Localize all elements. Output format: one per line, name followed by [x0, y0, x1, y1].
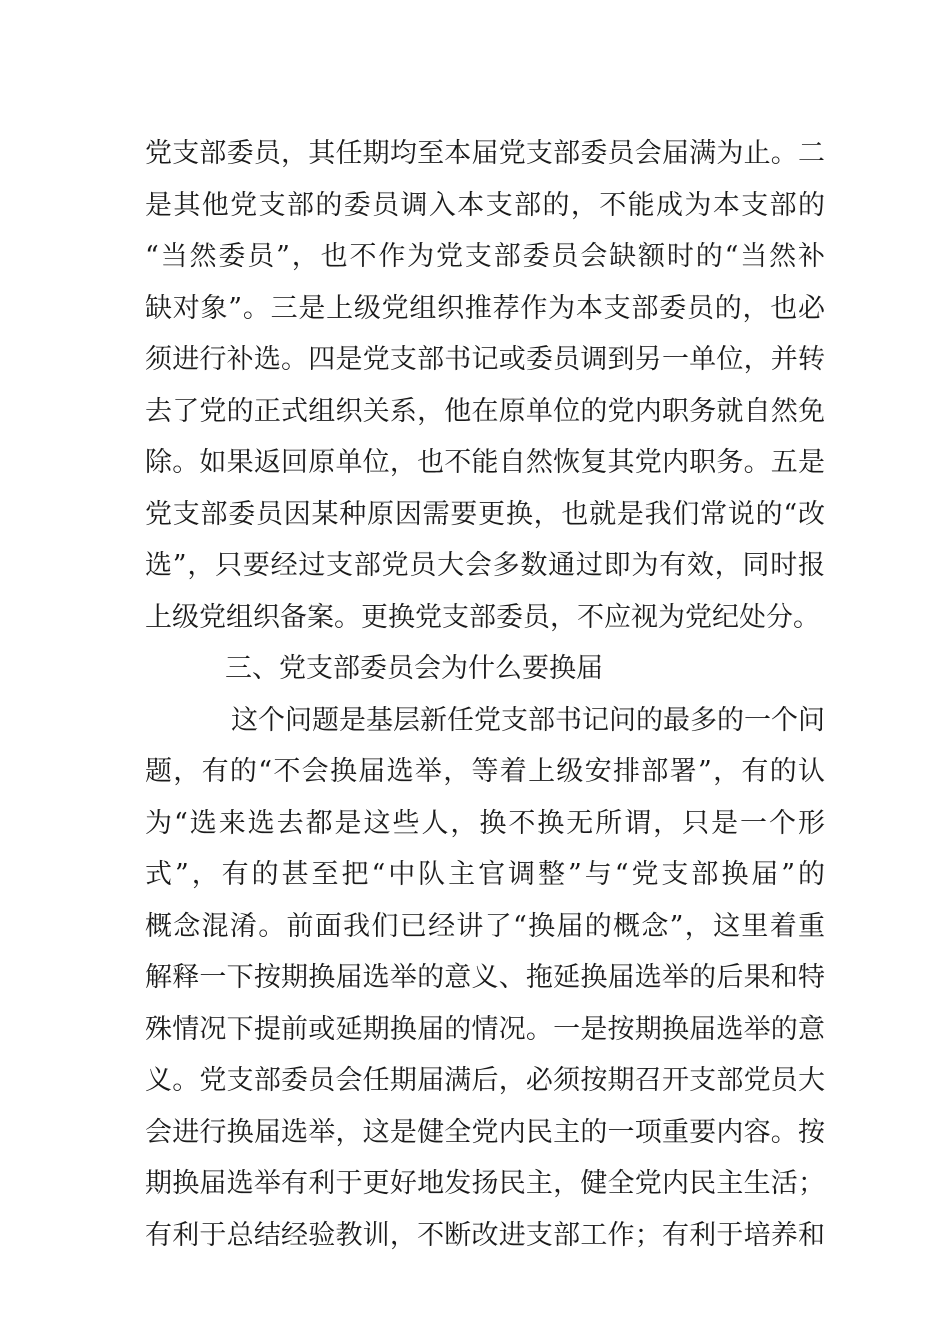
- paragraph-line: 上级党组织备案。更换党支部委员，不应视为党纪处分。: [145, 601, 820, 633]
- paragraph-line: “当然委员”，也不作为党支部委员会缺额时的“当然补: [145, 241, 825, 272]
- paragraph-line: 有利于总结经验教训，不断改进支部工作；有利于培养和: [145, 1219, 825, 1251]
- paragraph-line: 殊情况下提前或延期换届的情况。一是按期换届选举的意: [145, 1013, 825, 1045]
- paragraph-line: 是其他党支部的委员调入本支部的，不能成为本支部的: [145, 189, 825, 221]
- paragraph-line: 党支部委员，其任期均至本届党支部委员会届满为止。二: [145, 138, 825, 169]
- paragraph-line: 解释一下按期换届选举的意义、拖延换届选举的后果和特: [145, 962, 825, 993]
- paragraph-line: 选”，只要经过支部党员大会多数通过即为有效，同时报: [145, 550, 825, 581]
- paragraph-line: 期换届选举有利于更好地发扬民主，健全党内民主生活；: [145, 1168, 825, 1199]
- paragraph-line: 会进行换届选举，这是健全党内民主的一项重要内容。按: [145, 1116, 825, 1148]
- paragraph-line: 去了党的正式组织关系，他在原单位的党内职务就自然免: [145, 395, 825, 427]
- paragraph-line: 党支部委员因某种原因需要更换，也就是我们常说的“改: [145, 498, 825, 530]
- paragraph-line: 式”，有的甚至把“中队主官调整”与“党支部换届”的: [145, 859, 825, 890]
- paragraph-1: [145, 128, 825, 643]
- paragraph-line: 义。党支部委员会任期届满后，必须按期召开支部党员大: [145, 1065, 825, 1096]
- paragraph-line: 缺对象”。三是上级党组织推荐作为本支部委员的，也必: [145, 292, 825, 324]
- paragraph-line: 除。如果返回原单位，也不能自然恢复其党内职务。五是: [145, 447, 825, 478]
- document-body: [145, 128, 825, 1261]
- paragraph-line: 这个问题是基层新任党支部书记问的最多的一个问: [231, 704, 825, 736]
- paragraph-line: 概念混淆。前面我们已经讲了“换届的概念”，这里着重: [145, 910, 825, 942]
- paragraph-line: 题，有的“不会换届选举，等着上级安排部署”，有的认: [145, 756, 825, 787]
- section-heading: 三、党支部委员会为什么要换届: [225, 653, 603, 684]
- paragraph-line: 为“选来选去都是这些人，换不换无所谓，只是一个形: [145, 807, 825, 839]
- paragraph-2: [145, 695, 825, 1262]
- paragraph-line: 须进行补选。四是党支部书记或委员调到另一单位，并转: [145, 344, 825, 375]
